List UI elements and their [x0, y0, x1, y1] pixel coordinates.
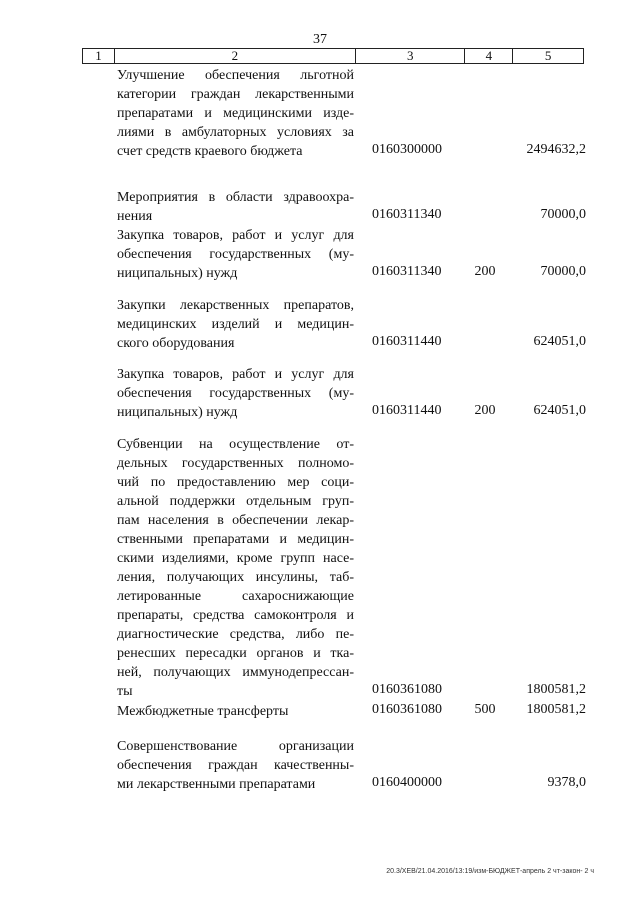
row-amount: 1800581,2 [526, 702, 586, 717]
description-line: обеспечения граждан качественны- [117, 758, 354, 773]
row-description [117, 365, 354, 422]
row-description [117, 702, 354, 721]
description-line: скими изделиями, кроме групп насе- [117, 551, 354, 566]
description-line: ственными препаратами и медицин- [117, 532, 354, 547]
description-line: Закупка товаров, работ и услуг для [117, 367, 354, 382]
row-expense-type: 200 [474, 403, 496, 418]
row-description [117, 296, 354, 353]
description-line: Закупки лекарственных препаратов, [117, 298, 354, 313]
description-line: ты [117, 684, 133, 699]
description-line: пам населения в обеспечении лекар- [117, 513, 354, 528]
description-line: Совершенствование организации [117, 739, 354, 754]
header-col-4: 4 [465, 49, 513, 63]
description-line: ней, получающих иммунодепрессан- [117, 665, 354, 680]
description-line: категории граждан лекарственными [117, 87, 354, 102]
row-expense-type: 200 [474, 264, 496, 279]
description-line: ниципальных) нужд [117, 266, 238, 281]
row-amount: 1800581,2 [526, 682, 586, 697]
row-description [117, 226, 354, 283]
page-number: 37 [313, 32, 327, 47]
description-line: Мероприятия в области здравоохра- [117, 190, 354, 205]
header-col-2: 2 [115, 49, 356, 63]
row-code: 0160361080 [372, 702, 442, 717]
row-code: 0160311340 [372, 207, 442, 222]
description-line: препараты, средства самоконтроля и [117, 608, 354, 623]
row-description [117, 188, 354, 226]
row-code: 0160361080 [372, 682, 442, 697]
row-amount: 2494632,2 [526, 142, 586, 157]
row-code: 0160400000 [372, 775, 442, 790]
description-line: диагностические средства, либо пе- [117, 627, 354, 642]
description-line: Межбюджетные трансферты [117, 704, 289, 719]
description-line: нения [117, 209, 153, 224]
description-line: ского оборудования [117, 336, 235, 351]
description-line: Субвенции на осуществление от- [117, 437, 354, 452]
row-code: 0160311340 [372, 264, 442, 279]
row-description [117, 435, 354, 701]
description-line: Закупка товаров, работ и услуг для [117, 228, 354, 243]
row-amount: 624051,0 [533, 334, 586, 349]
row-code: 0160311440 [372, 403, 442, 418]
description-line: ниципальных) нужд [117, 405, 238, 420]
row-amount: 9378,0 [547, 775, 586, 790]
row-amount: 70000,0 [540, 264, 586, 279]
header-col-1: 1 [83, 49, 115, 63]
description-line: ми лекарственными препаратами [117, 777, 316, 792]
table-header [82, 48, 584, 64]
row-amount: 624051,0 [533, 403, 586, 418]
description-line: счет средств краевого бюджета [117, 144, 303, 159]
header-col-5: 5 [544, 48, 552, 63]
row-expense-type: 500 [474, 702, 496, 717]
description-line: Улучшение обеспечения льготной [117, 68, 354, 83]
description-line: обеспечения государственных (му- [117, 386, 354, 401]
description-line: альной поддержки отдельным груп- [117, 494, 354, 509]
row-amount: 70000,0 [540, 207, 586, 222]
footer-stamp: 20.3/ХЕВ/21.04.2016/13:19/изм-БЮДЖЕТ-апрель 2 чт-закон- 2 ч [386, 868, 594, 875]
description-line: обеспечения государственных (му- [117, 247, 354, 262]
row-code: 0160300000 [372, 142, 442, 157]
row-code: 0160311440 [372, 334, 442, 349]
description-line: чий по предоставлению мер соци- [117, 475, 354, 490]
row-description [117, 66, 354, 161]
description-line: препаратами и медицинскими изде- [117, 106, 354, 121]
description-line: ления, получающих инсулины, таб- [117, 570, 354, 585]
row-description [117, 737, 354, 794]
description-line: медицинских изделий и медицин- [117, 317, 354, 332]
description-line: лиями в амбулаторных условиях за [117, 125, 354, 140]
description-line: дельных государственных полномо- [117, 456, 354, 471]
description-line: летированные сахароснижающие [117, 589, 354, 604]
description-line: ренесших пересадки органов и тка- [117, 646, 354, 661]
header-col-3: 3 [356, 49, 466, 63]
